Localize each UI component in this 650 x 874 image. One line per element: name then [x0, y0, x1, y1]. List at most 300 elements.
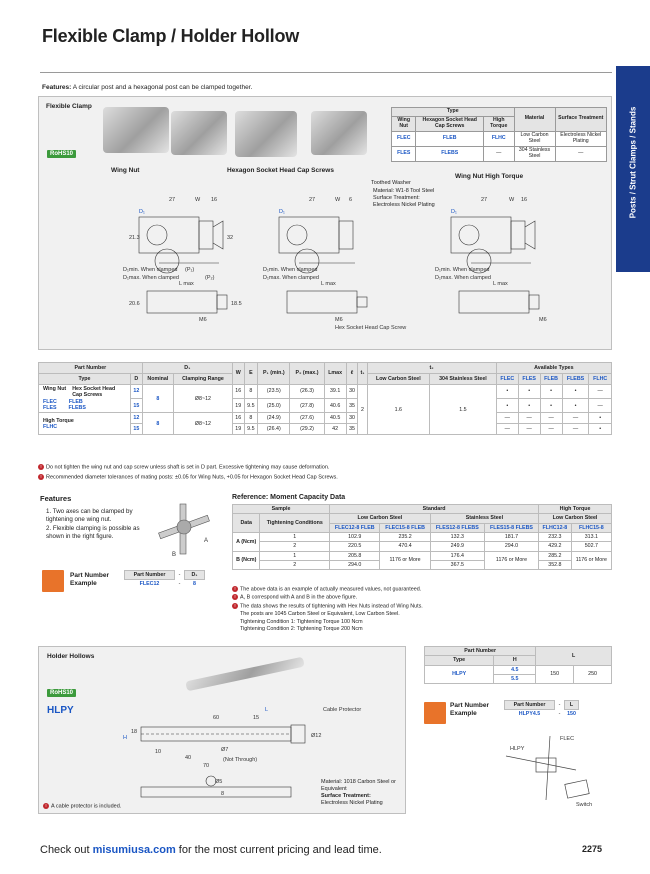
cell: —	[483, 146, 514, 161]
dim-label: D₁	[451, 209, 457, 215]
cell: 102.9	[330, 533, 380, 542]
th-available: Available Types	[496, 363, 611, 374]
rohs-label: RoHS10	[47, 689, 76, 697]
dash: -	[558, 702, 561, 708]
note-text: A, B correspond with A and B in the above figure.	[240, 594, 358, 601]
type-code: FLEB	[68, 398, 83, 405]
dim-label: L max	[179, 281, 194, 287]
cable-protector-label: Cable Protector	[323, 707, 362, 713]
cell: 352.8	[539, 561, 572, 570]
dash: -	[558, 711, 561, 718]
assembly-label: HLPY	[510, 746, 525, 752]
example-label: Part Number Example	[450, 702, 490, 717]
cell: 19	[232, 424, 244, 435]
cell: 1.6	[367, 385, 430, 435]
warning-icon: !	[43, 803, 49, 809]
holder-code: HLPY	[47, 705, 74, 716]
feature-figure	[152, 500, 216, 558]
type-label: High Torque	[43, 417, 74, 424]
cell: 1176 or More	[571, 551, 611, 570]
th-avail-col: FLEBS	[562, 374, 589, 385]
th: Part Number	[425, 647, 536, 656]
fig-label-b: B	[172, 552, 177, 558]
cell: —	[555, 146, 606, 161]
example-icon	[42, 570, 64, 592]
th-type: Type	[39, 374, 131, 385]
table-row	[392, 131, 607, 146]
cell: 35	[346, 424, 358, 435]
th: FLES12-8 FLEBS	[430, 523, 484, 532]
type-table	[391, 107, 607, 162]
product-photo-2	[171, 111, 227, 155]
cell: 2	[260, 542, 330, 551]
th-l: ℓ	[346, 363, 358, 385]
example-icon	[424, 702, 446, 724]
cell: (26.3)	[290, 385, 324, 399]
features-list	[46, 508, 152, 541]
features-line	[42, 84, 252, 91]
dim-label: 60	[213, 715, 220, 721]
th-w: W	[232, 363, 244, 385]
th: Part Number	[505, 701, 555, 710]
th: FLHC12-8	[539, 523, 572, 532]
th: FLES15-8 FLEBS	[484, 523, 538, 532]
category-tab[interactable]	[616, 66, 650, 272]
fig-label-a: A	[204, 538, 209, 544]
warning-icon: !	[232, 594, 238, 600]
toothed-washer-label: Toothed Washer	[371, 180, 411, 186]
dim-label: 18	[131, 729, 138, 735]
cell: 15	[131, 399, 143, 413]
feature-item: 2. Flexible clamping is possible as shown in the right figure.	[46, 524, 140, 541]
cell: 1	[260, 551, 330, 560]
part-number-table	[38, 362, 612, 435]
th-d1: D₁	[142, 363, 232, 374]
dim-label: D₁max. When clamped	[123, 275, 179, 281]
assembly-label: Switch	[576, 802, 593, 808]
cell: 502.7	[571, 542, 611, 551]
cell: 30	[346, 413, 358, 424]
table-row	[425, 665, 612, 674]
cell: 2	[358, 385, 367, 435]
cell: (27.8)	[290, 399, 324, 413]
th-surface: Surface Treatment	[555, 108, 606, 132]
cell: (26.4)	[258, 424, 290, 435]
dim-label: Ø7	[221, 747, 229, 753]
moment-note	[232, 586, 423, 594]
cell: B (Ncm)	[233, 551, 260, 570]
dim-label: D₁	[279, 209, 285, 215]
th-sus: 304 Stainless Steel	[430, 374, 497, 385]
holder-material	[321, 779, 405, 808]
cell: 19	[232, 399, 244, 413]
th: FLEC12-8 FLEB	[330, 523, 380, 532]
type-code: FLES	[43, 405, 57, 412]
cell: 12	[131, 413, 143, 424]
dim-label: L max	[493, 281, 508, 287]
moment-table	[232, 504, 612, 570]
cell: 42	[324, 424, 346, 435]
th-lcs: Low Carbon Steel	[367, 374, 430, 385]
cell: —	[562, 424, 589, 435]
cell: 30	[346, 385, 358, 399]
cell: —	[518, 424, 540, 435]
cell: Ø8~12	[174, 413, 233, 435]
features-heading: Features	[40, 494, 72, 503]
cell: 232.3	[539, 533, 572, 542]
dim-label: 6	[349, 197, 353, 203]
assembly-label: FLEC	[560, 736, 575, 742]
dim-label: L max	[321, 281, 336, 287]
cell: 2	[260, 561, 330, 570]
cell: 285.2	[539, 551, 572, 560]
cell: 367.5	[430, 561, 484, 570]
th-nominal: Nominal	[142, 374, 173, 385]
cell: 1176 or More	[380, 551, 430, 570]
cell: 181.7	[484, 533, 538, 542]
cell: FLHC	[483, 131, 514, 146]
material-line: Material: W1-8 Tool Steel	[373, 188, 435, 194]
holder-note	[43, 803, 121, 809]
type-code: FLEBS	[68, 405, 86, 412]
type-code: FLHC	[43, 423, 58, 430]
footer-text	[40, 844, 382, 856]
table-row	[233, 533, 612, 542]
cell: (23.5)	[258, 385, 290, 399]
cell: 5.5	[494, 675, 536, 684]
cell: 8	[142, 413, 173, 435]
note-text: Recommended diameter tolerances of mating posts: ±0.05 for Wing Nuts, +0.05 for Hexagon Socket Head Cap Screws.	[46, 474, 338, 481]
warning-icon: !	[38, 474, 44, 480]
cell: —	[496, 413, 518, 424]
note-text: The posts are 1045 Carbon Steel or Equivalent, Low Carbon Steel.	[240, 610, 400, 617]
dim-label: 70	[203, 763, 210, 769]
note-text: Do not tighten the wing nut and cap screw unless shaft is set in D part. Excessive tightening may cause deformation.	[46, 464, 330, 471]
cell: 1	[260, 533, 330, 542]
assembly-sketch	[496, 730, 606, 812]
table-row	[233, 551, 612, 560]
example-table-2	[504, 700, 579, 719]
dim-label: D₁max. When clamped	[263, 275, 319, 281]
cell: Ø8~12	[174, 385, 233, 413]
part-note-2	[38, 474, 338, 480]
cell: FLEB	[416, 131, 484, 146]
cell: 9.5	[244, 424, 258, 435]
dash: -	[178, 581, 181, 588]
cell: Electroless Nickel Plating	[555, 131, 606, 146]
th: L	[536, 647, 612, 666]
th: H	[494, 656, 536, 665]
cell: —	[496, 424, 518, 435]
warning-icon: !	[232, 603, 238, 609]
cell: •	[518, 385, 540, 399]
cell: 1176 or More	[484, 551, 538, 570]
dim-label: H	[123, 735, 127, 741]
dim-label: D₁min. When clamped	[435, 267, 490, 273]
cell: —	[518, 413, 540, 424]
part-note-1	[38, 464, 329, 470]
cell: 8	[244, 413, 258, 424]
table-row	[233, 542, 612, 551]
dim-label: 8	[221, 791, 225, 797]
dim-label: M6	[539, 317, 547, 323]
page-number: 2275	[582, 844, 603, 854]
holder-table	[424, 646, 612, 684]
cell: 12	[131, 385, 143, 399]
cell: •	[562, 399, 589, 413]
dim-label: 16	[211, 197, 218, 203]
th: FLEC15-8 FLEB	[380, 523, 430, 532]
cell: 304 Stainless Steel	[514, 146, 555, 161]
cell: FLEBS	[416, 146, 484, 161]
type-label: Wing Nut	[43, 386, 67, 392]
footer-post: for the most current pricing and lead time.	[175, 844, 382, 856]
th: D₁	[185, 571, 205, 580]
th: L	[565, 701, 579, 710]
cell: 176.4	[430, 551, 484, 560]
th-avail-col: FLEC	[496, 374, 518, 385]
cell: 294.0	[330, 561, 380, 570]
note-text: A cable protector is included.	[51, 803, 122, 810]
dash: -	[178, 572, 181, 578]
warning-icon: !	[232, 586, 238, 592]
th: Standard	[330, 505, 539, 514]
cell: FLES	[392, 146, 416, 161]
th-wing: Wing Nut	[392, 116, 416, 131]
dim-label: (P₁)	[185, 267, 195, 273]
dim-label: W	[335, 197, 341, 203]
cell: 220.5	[330, 542, 380, 551]
cell: (29.2)	[290, 424, 324, 435]
cell: 40.6	[324, 399, 346, 413]
cell: 429.2	[539, 542, 572, 551]
dim-label: M6	[199, 317, 207, 323]
cell: 150	[536, 665, 574, 684]
footer-pre: Check out	[40, 844, 93, 856]
surface-value: Electroless Nickel Plating	[321, 800, 383, 807]
note-text: The above data is an example of actually measured values, not guaranteed.	[240, 586, 422, 593]
cell: (24.9)	[258, 413, 290, 424]
dim-label: L	[265, 707, 269, 713]
high-torque-label: Wing Nut High Torque	[455, 173, 524, 180]
wing-nut-label: Wing Nut	[111, 167, 140, 174]
clamp-heading: Flexible Clamp	[46, 103, 92, 110]
rohs-badge	[47, 142, 76, 160]
flexible-clamp-panel	[38, 96, 612, 350]
cell: HLPY	[425, 665, 494, 684]
example-value: 8	[193, 581, 196, 588]
th-type: Type	[392, 108, 515, 117]
th: Tightening Conditions	[260, 514, 330, 533]
cell: 9.5	[244, 399, 258, 413]
cell: (25.0)	[258, 399, 290, 413]
clamp-drawings	[99, 193, 609, 351]
th-range: Clamping Range	[174, 374, 233, 385]
cell: 250	[574, 665, 612, 684]
cell: 15	[131, 424, 143, 435]
moment-note	[232, 594, 423, 602]
warning-icon: !	[38, 464, 44, 470]
holder-photo	[185, 657, 304, 692]
th: Low Carbon Steel	[539, 514, 612, 523]
product-photo-4	[311, 111, 367, 155]
cell: 39.1	[324, 385, 346, 399]
th: Part Number	[125, 571, 175, 580]
th-avail-col: FLHC	[589, 374, 612, 385]
dim-label: D₁min. When clamped	[263, 267, 318, 273]
material-text: Material: 1018 Carbon Steel or Equivalent	[321, 779, 396, 793]
cell: —	[540, 424, 562, 435]
dim-label: M6	[335, 317, 343, 323]
table-row	[39, 413, 612, 424]
th: FLHC15-8	[571, 523, 611, 532]
dim-label: 21.3	[129, 235, 140, 241]
surface-label: Surface Treatment:	[321, 793, 371, 800]
product-photo-1	[103, 107, 169, 153]
cell: 294.0	[484, 542, 538, 551]
dim-label: 32	[227, 235, 234, 241]
dim-label: 27	[169, 197, 176, 203]
th-part-number: Part Number	[39, 363, 143, 374]
table-row	[392, 146, 607, 161]
moment-note	[232, 603, 423, 611]
dim-label: W	[195, 197, 201, 203]
cell: 205.8	[330, 551, 380, 560]
dim-label: 10	[155, 749, 162, 755]
type-label: Hex Socket Head Cap Screws	[72, 386, 116, 399]
cell: Low Carbon Steel	[514, 131, 555, 146]
th-t1: t₁	[358, 363, 367, 385]
cell: 470.4	[380, 542, 430, 551]
cell: 249.9	[430, 542, 484, 551]
cell: •	[540, 399, 562, 413]
dim-label: D₁max. When clamped	[435, 275, 491, 281]
dim-label: W	[509, 197, 515, 203]
category-tab-label: Posts / Strut Clamps / Stands	[628, 106, 638, 219]
cell: •	[518, 399, 540, 413]
example-value: FLEC12	[139, 581, 160, 588]
features-label: Features:	[42, 84, 72, 91]
features-text: A circular post and a hexagonal post can be clamped together.	[71, 84, 253, 91]
cell: 235.2	[380, 533, 430, 542]
footer-link[interactable]: misumiusa.com	[92, 844, 176, 856]
not-through-label: (Not Through)	[223, 757, 258, 763]
th-e: E	[244, 363, 258, 385]
cell: 16	[232, 413, 244, 424]
th: Stainless Steel	[430, 514, 538, 523]
cell: •	[562, 385, 589, 399]
dim-label: 27	[481, 197, 488, 203]
th-t2: t₂	[367, 363, 496, 374]
cell: 1.5	[430, 385, 497, 435]
th-avail-col: FLEB	[540, 374, 562, 385]
th: Type	[425, 656, 494, 665]
feature-item: 1. Two axes can be clamped by tightening one wing nut.	[46, 508, 133, 524]
example-label: Part Number Example	[70, 572, 110, 587]
hex-screw-label: Hexagon Socket Head Cap Screws	[227, 167, 334, 174]
note-text: Tightening Condition 2: Tightening Torque 200 Ncm	[240, 626, 363, 633]
dim-label: 40	[185, 755, 192, 761]
cell: 8	[142, 385, 173, 413]
dim-label: D₁	[139, 209, 145, 215]
th-material: Material	[514, 108, 555, 132]
dim-label: 16	[521, 197, 528, 203]
th: High Torque	[539, 505, 612, 514]
product-photo-3	[235, 111, 297, 157]
type-cell	[39, 385, 131, 413]
cell: 16	[232, 385, 244, 399]
cell: 8	[244, 385, 258, 399]
cell: A (Ncm)	[233, 533, 260, 552]
th: Sample	[233, 505, 330, 514]
dim-label: 20.6	[129, 301, 140, 307]
cell: 4.5	[494, 665, 536, 674]
moment-notes	[232, 586, 423, 634]
th: Data	[233, 514, 260, 533]
cell: •	[496, 385, 518, 399]
rohs-badge	[47, 681, 76, 699]
cell: •	[496, 399, 518, 413]
example-value: 150	[567, 711, 576, 718]
th-p1: P₁ (min.)	[258, 363, 290, 385]
hex-screw-label: Hex Socket Head Cap Screw	[335, 325, 407, 331]
example-value: HLPY4.5	[518, 711, 541, 718]
dim-label: Ø5	[215, 779, 223, 785]
th-high: High Torque	[483, 116, 514, 131]
holder-hollows-panel	[38, 646, 406, 814]
type-cell	[39, 413, 131, 435]
th-p2: P₂ (max.)	[290, 363, 324, 385]
cell: (27.6)	[290, 413, 324, 424]
dim-label: 18.5	[231, 301, 242, 307]
type-code: FLEC	[43, 398, 57, 405]
moment-heading: Reference: Moment Capacity Data	[232, 494, 346, 501]
cell: 132.3	[430, 533, 484, 542]
cell: —	[540, 413, 562, 424]
th-lmax: Lmax	[324, 363, 346, 385]
cell: 35	[346, 399, 358, 413]
cell: —	[589, 385, 612, 399]
cell: 313.1	[571, 533, 611, 542]
dim-label: 15	[253, 715, 260, 721]
surface-line: Surface Treatment:	[373, 195, 420, 202]
note-text: Tightening Condition 1: Tightening Torque 100 Ncm	[240, 618, 363, 625]
cell: •	[540, 385, 562, 399]
th-hex: Hexagon Socket Head Cap Screws	[416, 116, 484, 131]
th-avail-col: FLES	[518, 374, 540, 385]
cell: —	[589, 399, 612, 413]
dim-label: D₁min. When clamped	[123, 267, 178, 273]
surface-value-line: Electroless Nickel Plating	[373, 202, 435, 209]
th-d: D	[131, 374, 143, 385]
cell: 40.5	[324, 413, 346, 424]
rohs-label: RoHS10	[47, 150, 76, 158]
dim-label: 27	[309, 197, 316, 203]
dim-label: (P₂)	[205, 275, 215, 281]
cell: •	[589, 413, 612, 424]
title-divider	[40, 72, 612, 73]
cell: •	[589, 424, 612, 435]
dim-label: Ø12	[311, 733, 322, 739]
cell: —	[562, 413, 589, 424]
table-row	[39, 385, 612, 399]
holder-heading: Holder Hollows	[47, 653, 95, 660]
example-table	[124, 570, 205, 589]
cell: FLEC	[392, 131, 416, 146]
page-title: Flexible Clamp / Holder Hollow	[42, 26, 300, 46]
th: Low Carbon Steel	[330, 514, 431, 523]
note-text: The data shows the results of tightening with Hex Nuts instead of Wing Nuts.	[240, 602, 423, 609]
